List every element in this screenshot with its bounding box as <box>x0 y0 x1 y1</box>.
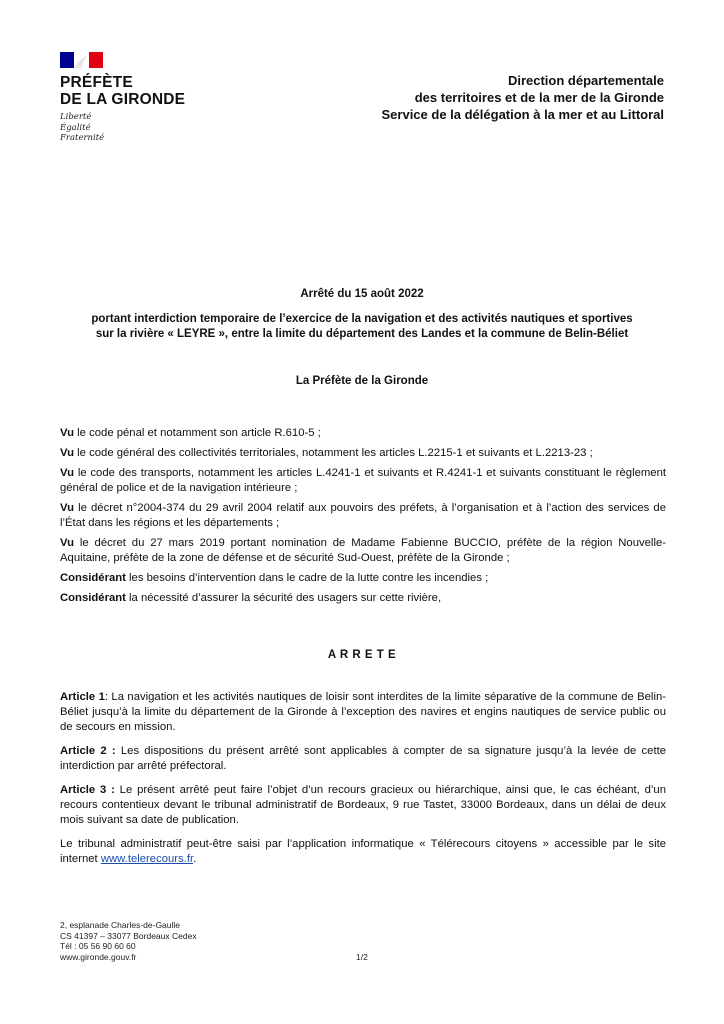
considerant-item <box>60 591 666 606</box>
article-lead: Article 2 : <box>60 745 116 757</box>
visa-lead: Vu <box>60 537 75 549</box>
visa-lead: Vu <box>60 447 75 459</box>
republic-motto <box>60 112 104 144</box>
visa-lead: Vu <box>60 467 75 479</box>
visa-lead: Vu <box>60 502 75 514</box>
visa-item <box>60 536 666 566</box>
article-lead: Article 3 : <box>60 784 115 796</box>
decree-subtitle-line-2: sur la rivière « LEYRE », entre la limite du département des Landes et la commune de Belin-Béliet <box>95 328 629 340</box>
service-line-3: Service de la délégation à la mer et au Littoral <box>381 107 664 122</box>
considerant-text: la nécessité d’assurer la sécurité des usagers sur cette rivière, <box>125 592 442 604</box>
visa-item <box>60 501 666 531</box>
considerant-lead: Considérant <box>60 592 126 604</box>
visa-text: le code des transports, notamment les articles L.4241-1 et suivants et R.4241-1 et suivants constituant le règlement général de police et de la navigation intérieure ; <box>60 467 666 494</box>
visa-text: le code général des collectivités territoriales, notamment les articles L.2215-1 et suivants et L.2213-23 ; <box>74 447 593 459</box>
article-lead: Article 1 <box>60 691 105 703</box>
final-paragraph-text: Le tribunal administratif peut-être saisi par l’application informatique « Télérecours citoyens » accessible par le site internet <box>60 838 666 865</box>
decree-subtitle <box>0 312 724 342</box>
considerant-text: les besoins d’intervention dans le cadre de la lutte contre les incendies ; <box>125 572 489 584</box>
considerant-item <box>60 571 666 586</box>
visa-item <box>60 466 666 496</box>
motto-liberte: Liberté <box>60 112 92 122</box>
footer-line-website: www.gironde.gouv.fr <box>60 951 137 962</box>
authority-heading: La Préfète de la Gironde <box>295 375 429 387</box>
service-line-2: des territoires et de la mer de la Gironde <box>414 90 664 105</box>
article-2 <box>60 744 666 774</box>
service-line-1: Direction départementale <box>507 73 664 88</box>
arrete-heading: A R R E T E <box>327 649 397 661</box>
prefecture-name-line-2: DE LA GIRONDE <box>60 91 186 108</box>
decree-title: Arrêté du 15 août 2022 <box>300 288 424 300</box>
footer-line-address: 2, esplanade Charles-de-Gaulle <box>60 920 181 930</box>
articles-section <box>60 690 666 867</box>
visas-section <box>60 426 666 606</box>
footer-address <box>60 920 197 962</box>
decree-subtitle-line-1: portant interdiction temporaire de l’exercice de la navigation et des activités nautiques et sportives <box>91 313 633 325</box>
visa-lead: Vu <box>60 427 75 439</box>
article-text: Les dispositions du présent arrêté sont applicables à compter de sa signature jusqu’à la levée de cette interdiction par arrêté préfectoral. <box>60 745 667 772</box>
article-3 <box>60 783 666 828</box>
final-paragraph <box>60 837 666 867</box>
footer-line-cedex: CS 41397 – 33077 Bordeaux Cedex <box>60 930 197 941</box>
issuing-service <box>382 72 665 123</box>
page-number: 1/2 <box>356 952 368 962</box>
visa-item <box>60 446 666 461</box>
considerant-lead: Considérant <box>60 572 126 584</box>
article-1 <box>60 690 666 735</box>
visa-text: le décret n°2004-374 du 29 avril 2004 relatif aux pouvoirs des préfets, à l’organisation et à l’action des services de l’État dans les régions et les départements ; <box>60 502 666 529</box>
marianne-flag-logo <box>60 52 103 68</box>
article-text: : La navigation et les activités nautiques de loisir sont interdites de la limite séparative de la commune de Belin-Béliet jusqu’à la limite du département de la Gironde à l’exception des navires et engins nautiques de service public ou de secours en mission. <box>60 691 666 733</box>
visa-item <box>60 426 666 441</box>
visa-text: le code pénal et notamment son article R.610-5 ; <box>74 427 321 439</box>
visa-text: le décret du 27 mars 2019 portant nomination de Madame Fabienne BUCCIO, préfète de la région Nouvelle-Aquitaine, préfète de la zone de défense et de sécurité Sud-Ouest, préfète de la Gironde ; <box>60 537 666 564</box>
prefecture-name <box>60 74 185 108</box>
prefecture-name-line-1: PRÉFÈTE <box>60 74 133 91</box>
article-text: Le présent arrêté peut faire l’objet d’un recours gracieux ou hiérarchique, ainsi que, le cas échéant, d’un recours contentieux devant le tribunal administratif de Bordeaux, 9 rue Tastet, 33000 Bordeaux, dans un délai de deux mois suivant sa date de publication. <box>60 784 666 826</box>
motto-fraternite: Fraternité <box>60 133 105 143</box>
motto-egalite: Égalité <box>60 122 91 133</box>
final-paragraph-end: . <box>193 853 197 865</box>
footer-line-phone: Tél : 05 56 90 60 60 <box>60 941 136 951</box>
telerecours-link[interactable]: www.telerecours.fr <box>100 853 194 865</box>
